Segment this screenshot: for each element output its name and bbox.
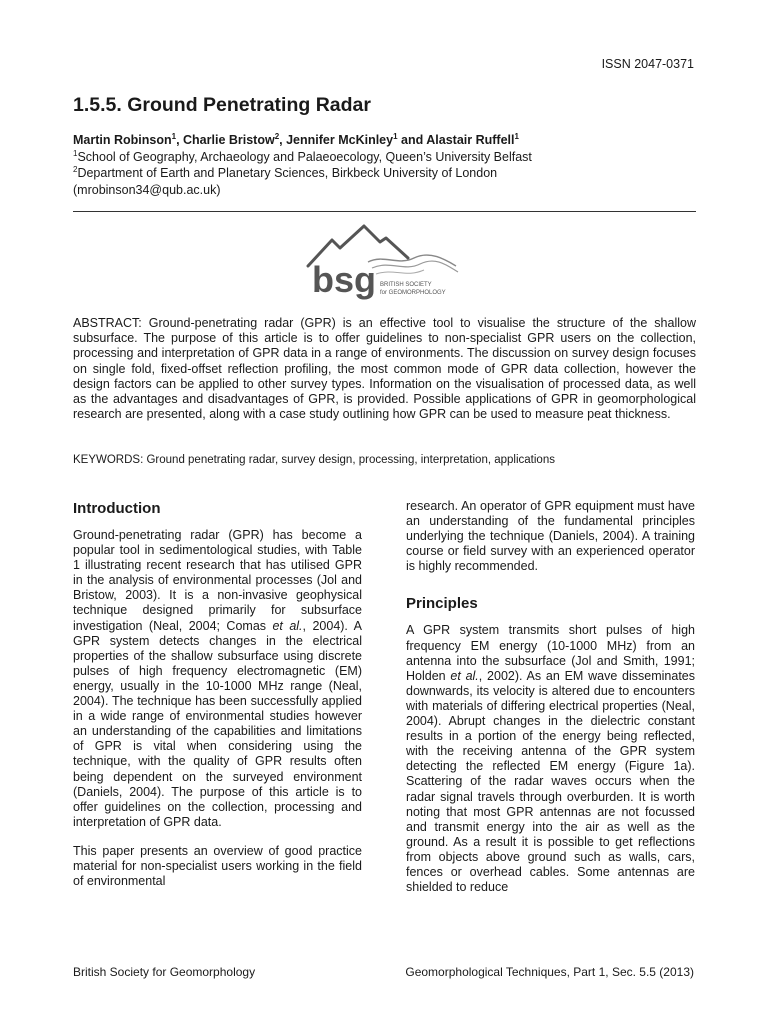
- footer-citation: Geomorphological Techniques, Part 1, Sec. 5.5 (2013): [405, 965, 694, 979]
- abstract: ABSTRACT: Ground-penetrating radar (GPR) is an effective tool to visualise the structure of the shallow subsurface. The purpose of this article is to offer guidelines to non-specialist GPR users on the collection, processing and interpretation of GPR data in a range of environments. The discussion on survey design focuses on single fold, fixed-offset reflection profiling, the most common mode of GPR data collection, however the design factors can be applied to other survey types. Information on the visualisation of processed data, as well as the advantages and disadvantages of GPR, is provided. Possible applications of GPR in geomorphological research are presented, along with a case study outlining how GPR can be used to measure peat thickness.: [73, 316, 696, 422]
- bsg-logo: [306, 220, 462, 304]
- affiliation-number: 2: [73, 165, 78, 174]
- contact-email[interactable]: (mrobinson34@qub.ac.uk): [73, 183, 221, 197]
- logo-line-1: BRITISH SOCIETY: [380, 282, 432, 288]
- author-affiliation-mark: 2: [274, 132, 280, 141]
- author-name: Alastair Ruffell: [426, 133, 515, 148]
- principles-paragraph-1-text-b: , 2002). As an EM wave disseminates downwards, its velocity is altered due to encounters with materials of differing electrical properties (Neal, 2004). Abrupt changes in the dielectric constant results in a portion of the energy being reflected, with the receiving antenna of the GPR system detecting the reflected EM energy (Figure 1a). Scattering of the radar waves occurs when the radar signal travels through overburden. It is worth noting that most GPR antennas are not focussed and transmit energy into the air as well as the ground. As a result it is possible to get reflections from objects above ground such as walls, cars, fences or overhead cables. Some antennas are shielded to reduce: [406, 668, 696, 895]
- author-separator: ,: [279, 133, 287, 148]
- intro-paragraph-1-text-b: , 2004). A GPR system detects changes in the electrical properties of the shallow subsurface using discrete pulses of high frequency electromagnetic (EM) energy, usually in the 10-1000 MHz range (Neal, 2004). The technique has been successfully applied in a wide range of environmental studies however an understanding of the capabilities and limitations of GPR is vital when considering using the technique, with the quality of GPR results often being dependent on the surveyed environment (Daniels, 2004). The purpose of this article is to offer guidelines on the collection, processing and interpretation of GPR data.: [73, 618, 362, 829]
- keywords: KEYWORDS: Ground penetrating radar, survey design, processing, interpretation, applications: [73, 454, 555, 466]
- principles-paragraph-1-text-a: A GPR system transmits short pulses of high frequency EM energy (10-1000 MHz) from an antenna into the subsurface (Jol and Smith, 1991; Holden: [406, 623, 695, 683]
- issn-number: ISSN 2047-0371: [601, 57, 694, 71]
- affiliation-text: Department of Earth and Planetary Sciences, Birkbeck University of London: [77, 166, 498, 181]
- affiliation-number: 1: [73, 149, 78, 158]
- section-heading-principles: Principles: [406, 595, 478, 613]
- affiliation-text: School of Geography, Archaeology and Palaeoecology, Queen’s University Belfast: [77, 150, 532, 165]
- left-column: [73, 500, 362, 889]
- author-affiliation-mark: 1: [171, 132, 177, 141]
- principles-paragraph-1: [406, 623, 695, 895]
- section-heading-introduction: Introduction: [73, 500, 161, 517]
- author-list: [73, 132, 519, 147]
- intro-paragraph-2-continued: research. An operator of GPR equipment must have an understanding of the fundamental principles underlying the technique (Daniels, 2004). A training course or field survey with an experienced operator is highly recommended.: [406, 499, 695, 574]
- affiliation-1: [73, 149, 532, 164]
- author-separator: and: [397, 133, 427, 148]
- right-column: [406, 499, 695, 895]
- article-title: 1.5.5. Ground Penetrating Radar: [73, 94, 371, 116]
- author-name: Martin Robinson: [73, 133, 172, 148]
- author-separator: ,: [176, 133, 184, 148]
- author-name: Charlie Bristow: [183, 133, 275, 148]
- logo-mark: bsg: [312, 259, 377, 300]
- author-affiliation-mark: 1: [393, 132, 398, 141]
- affiliation-2: [73, 165, 497, 180]
- intro-paragraph-1-italic: et al.: [272, 618, 303, 633]
- author-name: Jennifer McKinley: [286, 133, 394, 148]
- footer-society: British Society for Geomorphology: [73, 965, 256, 979]
- author-affiliation-mark: 1: [514, 132, 519, 141]
- logo-line-2: for GEOMORPHOLOGY: [380, 290, 446, 296]
- header-divider: [73, 211, 696, 212]
- principles-paragraph-1-italic: et al.: [450, 668, 479, 683]
- intro-paragraph-2: This paper presents an overview of good practice material for non-specialist users working in the field of environmental: [73, 843, 362, 889]
- intro-paragraph-1-text-a: Ground-penetrating radar (GPR) has become a popular tool in sedimentological studies, with Table 1 illustrating recent research that has utilised GPR in the analysis of environmental processes (Jol and Bristow, 2003). It is a non-invasive geophysical technique designed primarily for subsurface investigation (Neal, 2004; Comas: [73, 528, 362, 633]
- intro-paragraph-1: [73, 528, 362, 830]
